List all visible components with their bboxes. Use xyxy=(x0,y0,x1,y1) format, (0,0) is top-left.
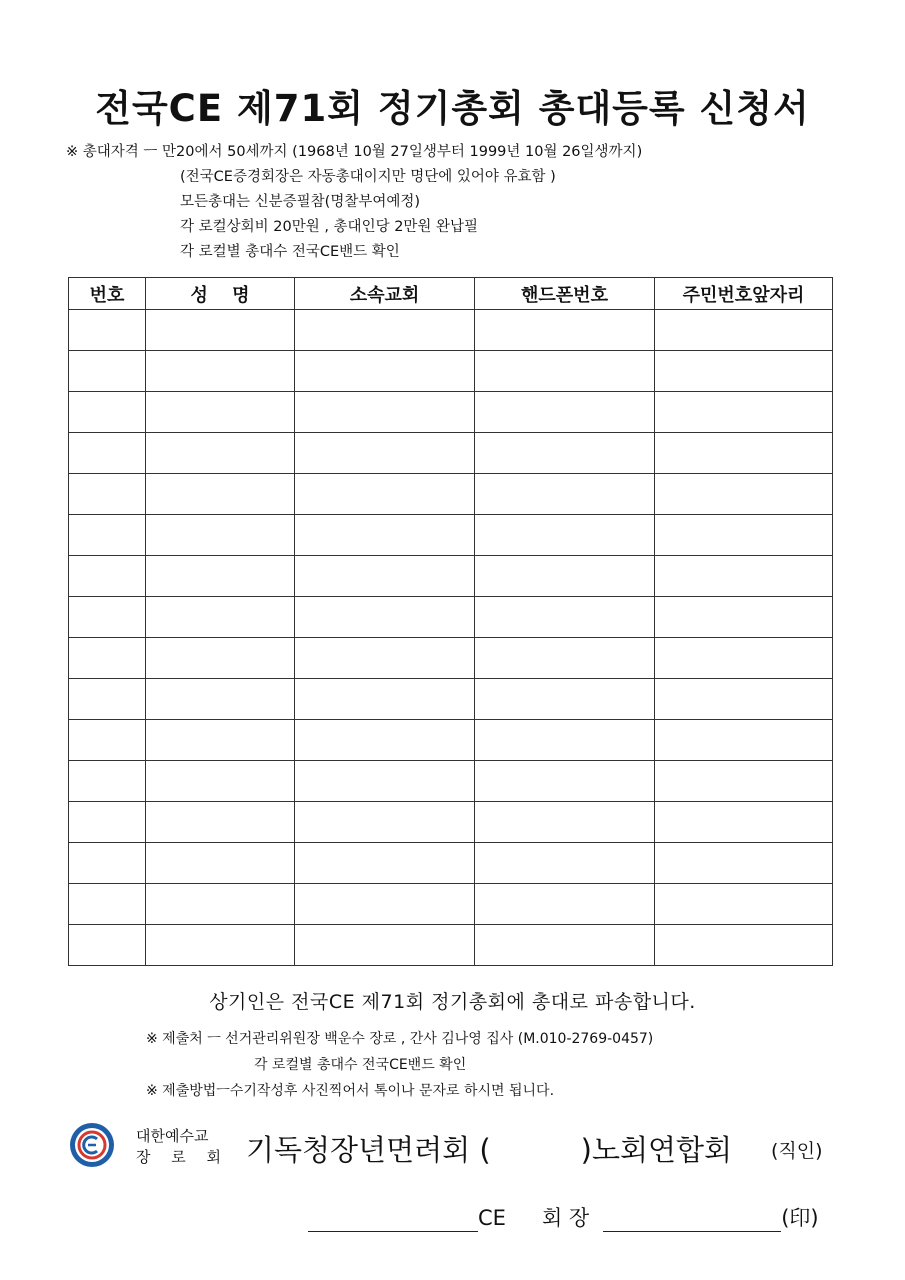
cell-church[interactable] xyxy=(295,843,475,884)
cell-phone[interactable] xyxy=(475,761,655,802)
table-row xyxy=(69,761,833,802)
note-line: (전국CE증경회장은 자동총대이지만 명단에 있어야 유효함 ) xyxy=(180,169,556,185)
cell-id-prefix[interactable] xyxy=(655,884,833,925)
cell-number[interactable] xyxy=(69,392,146,433)
cell-phone[interactable] xyxy=(475,884,655,925)
cell-church[interactable] xyxy=(295,351,475,392)
cell-church[interactable] xyxy=(295,474,475,515)
cell-id-prefix[interactable] xyxy=(655,310,833,351)
cell-number[interactable] xyxy=(69,925,146,966)
note-line: 모든총대는 신분증필참(명찰부여예정) xyxy=(180,194,421,210)
cell-number[interactable] xyxy=(69,515,146,556)
cell-id-prefix[interactable] xyxy=(655,351,833,392)
cell-id-prefix[interactable] xyxy=(655,638,833,679)
column-header-phone: 핸드폰번호 xyxy=(475,278,655,310)
cell-phone[interactable] xyxy=(475,392,655,433)
cell-church[interactable] xyxy=(295,720,475,761)
cell-number[interactable] xyxy=(69,761,146,802)
cell-church[interactable] xyxy=(295,433,475,474)
cell-id-prefix[interactable] xyxy=(655,843,833,884)
registration-table xyxy=(68,277,833,966)
cell-number[interactable] xyxy=(69,474,146,515)
cell-name[interactable] xyxy=(146,802,295,843)
denomination-line2: 장 로 회 xyxy=(136,1148,230,1166)
cell-church[interactable] xyxy=(295,597,475,638)
cell-phone[interactable] xyxy=(475,433,655,474)
cell-number[interactable] xyxy=(69,679,146,720)
table-row xyxy=(69,720,833,761)
cell-name[interactable] xyxy=(146,474,295,515)
cell-name[interactable] xyxy=(146,925,295,966)
cell-number[interactable] xyxy=(69,843,146,884)
cell-id-prefix[interactable] xyxy=(655,925,833,966)
cell-phone[interactable] xyxy=(475,720,655,761)
cell-phone[interactable] xyxy=(475,515,655,556)
table-header-row xyxy=(69,278,833,310)
cell-church[interactable] xyxy=(295,925,475,966)
cell-church[interactable] xyxy=(295,638,475,679)
cell-id-prefix[interactable] xyxy=(655,679,833,720)
cell-phone[interactable] xyxy=(475,679,655,720)
cell-number[interactable] xyxy=(69,310,146,351)
signature-line xyxy=(308,1202,819,1232)
table-row xyxy=(69,843,833,884)
cell-id-prefix[interactable] xyxy=(655,720,833,761)
table-row xyxy=(69,474,833,515)
column-header-name: 성 명 xyxy=(146,278,295,310)
table-row xyxy=(69,679,833,720)
eligibility-notes xyxy=(66,140,642,265)
table-row xyxy=(69,392,833,433)
cell-phone[interactable] xyxy=(475,474,655,515)
cell-church[interactable] xyxy=(295,515,475,556)
cell-church[interactable] xyxy=(295,310,475,351)
note-line: 각 로컬상회비 20만원 , 총대인당 2만원 완납필 xyxy=(180,219,479,235)
president-name-blank xyxy=(603,1209,781,1232)
cell-name[interactable] xyxy=(146,310,295,351)
cell-phone[interactable] xyxy=(475,597,655,638)
cell-name[interactable] xyxy=(146,638,295,679)
cell-church[interactable] xyxy=(295,761,475,802)
column-header-id-prefix: 주민번호앞자리 xyxy=(655,278,833,310)
organization-name xyxy=(246,1128,732,1169)
cell-number[interactable] xyxy=(69,884,146,925)
cell-name[interactable] xyxy=(146,679,295,720)
cell-id-prefix[interactable] xyxy=(655,474,833,515)
organization-suffix: )노회연합회 xyxy=(580,1133,733,1167)
cell-name[interactable] xyxy=(146,597,295,638)
table-body xyxy=(69,310,833,966)
cell-name[interactable] xyxy=(146,884,295,925)
cell-id-prefix[interactable] xyxy=(655,392,833,433)
cell-number[interactable] xyxy=(69,720,146,761)
cell-phone[interactable] xyxy=(475,351,655,392)
ce-label: CE xyxy=(478,1206,506,1230)
cell-phone[interactable] xyxy=(475,802,655,843)
table-row xyxy=(69,884,833,925)
cell-name[interactable] xyxy=(146,556,295,597)
seal-label: (印) xyxy=(781,1206,819,1230)
cell-church[interactable] xyxy=(295,392,475,433)
table-row xyxy=(69,310,833,351)
cell-phone[interactable] xyxy=(475,925,655,966)
table-row xyxy=(69,597,833,638)
official-seal-label: (직인) xyxy=(771,1140,823,1162)
cell-number[interactable] xyxy=(69,638,146,679)
cell-id-prefix[interactable] xyxy=(655,597,833,638)
denomination-line1: 대한예수교 xyxy=(136,1127,209,1145)
dispatch-statement: 상기인은 전국CE 제71회 정기총회에 총대로 파송합니다. xyxy=(209,991,696,1013)
cell-name[interactable] xyxy=(146,392,295,433)
table-row xyxy=(69,556,833,597)
organization-prefix: 기독청장년면려회 ( xyxy=(246,1133,491,1167)
cell-church[interactable] xyxy=(295,679,475,720)
note-line: ※ 총대자격 ㅡ 만20에서 50세까지 (1968년 10월 27일생부터 1999년 10월 26일생까지) xyxy=(66,144,643,160)
table-row xyxy=(69,925,833,966)
cell-phone[interactable] xyxy=(475,556,655,597)
cell-id-prefix[interactable] xyxy=(655,802,833,843)
ce-name-blank xyxy=(308,1209,478,1232)
cell-phone[interactable] xyxy=(475,638,655,679)
cell-church[interactable] xyxy=(295,556,475,597)
submission-line: ※ 제출처 ㅡ 선거관리위원장 백운수 장로 , 간사 김나영 집사 (M.010-2769-0457) xyxy=(146,1031,654,1047)
cell-church[interactable] xyxy=(295,802,475,843)
table-row xyxy=(69,351,833,392)
cell-name[interactable] xyxy=(146,720,295,761)
cell-name[interactable] xyxy=(146,433,295,474)
cell-name[interactable] xyxy=(146,515,295,556)
ce-emblem-icon xyxy=(69,1122,115,1168)
cell-number[interactable] xyxy=(69,802,146,843)
submission-line: 각 로컬별 총대수 전국CE밴드 확인 xyxy=(254,1057,467,1073)
cell-name[interactable] xyxy=(146,843,295,884)
cell-name[interactable] xyxy=(146,351,295,392)
cell-number[interactable] xyxy=(69,433,146,474)
submission-line: ※ 제출방법ㅡ수기작성후 사진찍어서 톡이나 문자로 하시면 됩니다. xyxy=(146,1083,555,1099)
table-row xyxy=(69,638,833,679)
president-label: 회 장 xyxy=(541,1206,590,1230)
column-header-church: 소속교회 xyxy=(295,278,475,310)
cell-id-prefix[interactable] xyxy=(655,515,833,556)
cell-phone[interactable] xyxy=(475,310,655,351)
column-header-number: 번호 xyxy=(69,278,146,310)
cell-number[interactable] xyxy=(69,556,146,597)
cell-number[interactable] xyxy=(69,597,146,638)
cell-church[interactable] xyxy=(295,884,475,925)
submission-info xyxy=(146,1026,653,1104)
cell-phone[interactable] xyxy=(475,843,655,884)
table-row xyxy=(69,802,833,843)
cell-id-prefix[interactable] xyxy=(655,556,833,597)
cell-id-prefix[interactable] xyxy=(655,761,833,802)
table-row xyxy=(69,515,833,556)
cell-name[interactable] xyxy=(146,761,295,802)
note-line: 각 로컬별 총대수 전국CE밴드 확인 xyxy=(180,244,400,260)
cell-id-prefix[interactable] xyxy=(655,433,833,474)
cell-number[interactable] xyxy=(69,351,146,392)
page-title: 전국CE 제71회 정기총회 총대등록 신청서 xyxy=(95,87,810,130)
denomination-label xyxy=(136,1126,229,1168)
table-row xyxy=(69,433,833,474)
